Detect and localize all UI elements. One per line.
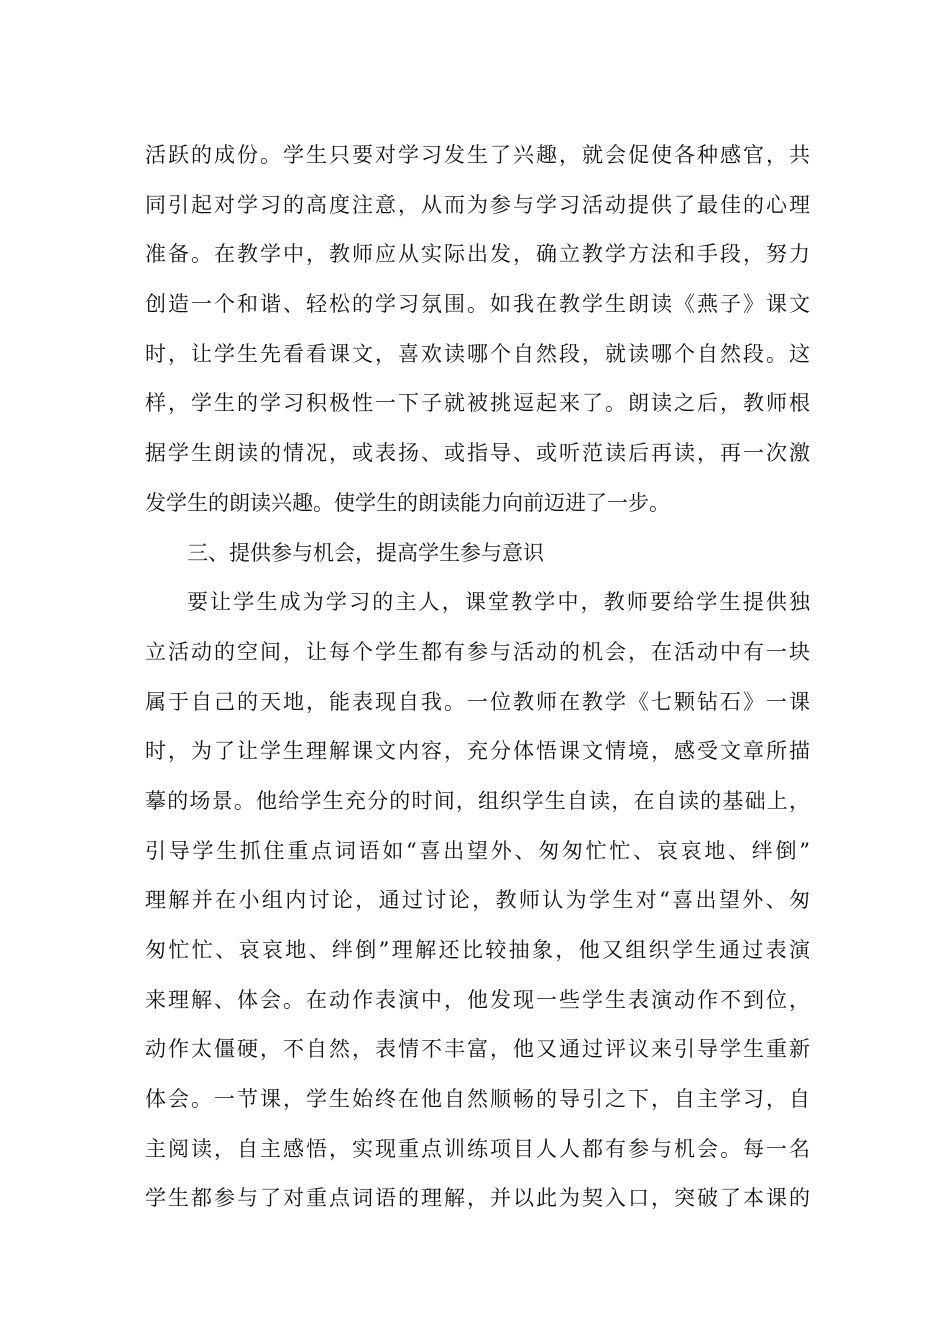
document-body — [145, 131, 810, 1224]
text-line: 准备。在教学中，教师应从实际出发，确立教学方法和手段，努力 — [145, 242, 810, 267]
text-line: 体会。一节课，学生始终在他自然顺畅的导引之下，自主学习，自 — [145, 1087, 810, 1112]
text-line: 创造一个和谐、轻松的学习氛围。如我在教学生朗读《燕子》课文 — [145, 292, 810, 317]
text-line: 样，学生的学习积极性一下子就被挑逗起来了。朗读之后，教师根 — [145, 391, 810, 416]
text-line: 发学生的朗读兴趣。使学生的朗读能力向前迈进了一步。 — [145, 490, 670, 515]
text-line: 引导学生抓住重点词语如“喜出望外、匆匆忙忙、哀哀地、绊倒” — [145, 838, 810, 863]
text-line: 时，为了让学生理解课文内容，充分体悟课文情境，感受文章所描 — [145, 739, 810, 764]
text-line: 时，让学生先看看课文，喜欢读哪个自然段，就读哪个自然段。这 — [145, 341, 810, 366]
text-line: 主阅读，自主感悟，实现重点训练项目人人都有参与机会。每一名 — [145, 1136, 810, 1161]
text-line: 要让学生成为学习的主人，课堂教学中，教师要给学生提供独 — [187, 590, 810, 615]
text-line: 立活动的空间，让每个学生都有参与活动的机会，在活动中有一块 — [145, 639, 810, 664]
text-line: 属于自己的天地，能表现自我。一位教师在教学《七颗钻石》一课 — [145, 689, 810, 714]
text-line: 据学生朗读的情况，或表扬、或指导、或听范读后再读，再一次激 — [145, 441, 810, 466]
text-line: 活跃的成份。学生只要对学习发生了兴趣，就会促使各种感官，共 — [145, 143, 810, 167]
text-line: 来理解、体会。在动作表演中，他发现一些学生表演动作不到位， — [145, 987, 810, 1012]
text-line: 动作太僵硬，不自然，表情不丰富，他又通过评议来引导学生重新 — [145, 1037, 810, 1062]
text-line: 学生都参与了对重点词语的理解，并以此为契入口，突破了本课的 — [145, 1186, 810, 1211]
text-line: 理解并在小组内讨论，通过讨论，教师认为学生对“喜出望外、匆 — [145, 888, 810, 913]
text-line: 同引起对学习的高度注意，从而为参与学习活动提供了最佳的心理 — [145, 192, 810, 217]
text-line: 匆忙忙、哀哀地、绊倒”理解还比较抽象，他又组织学生通过表演 — [145, 938, 810, 962]
text-line: 摹的场景。他给学生充分的时间，组织学生自读，在自读的基础上， — [145, 788, 810, 813]
text-line: 三、提供参与机会，提高学生参与意识 — [187, 540, 544, 565]
